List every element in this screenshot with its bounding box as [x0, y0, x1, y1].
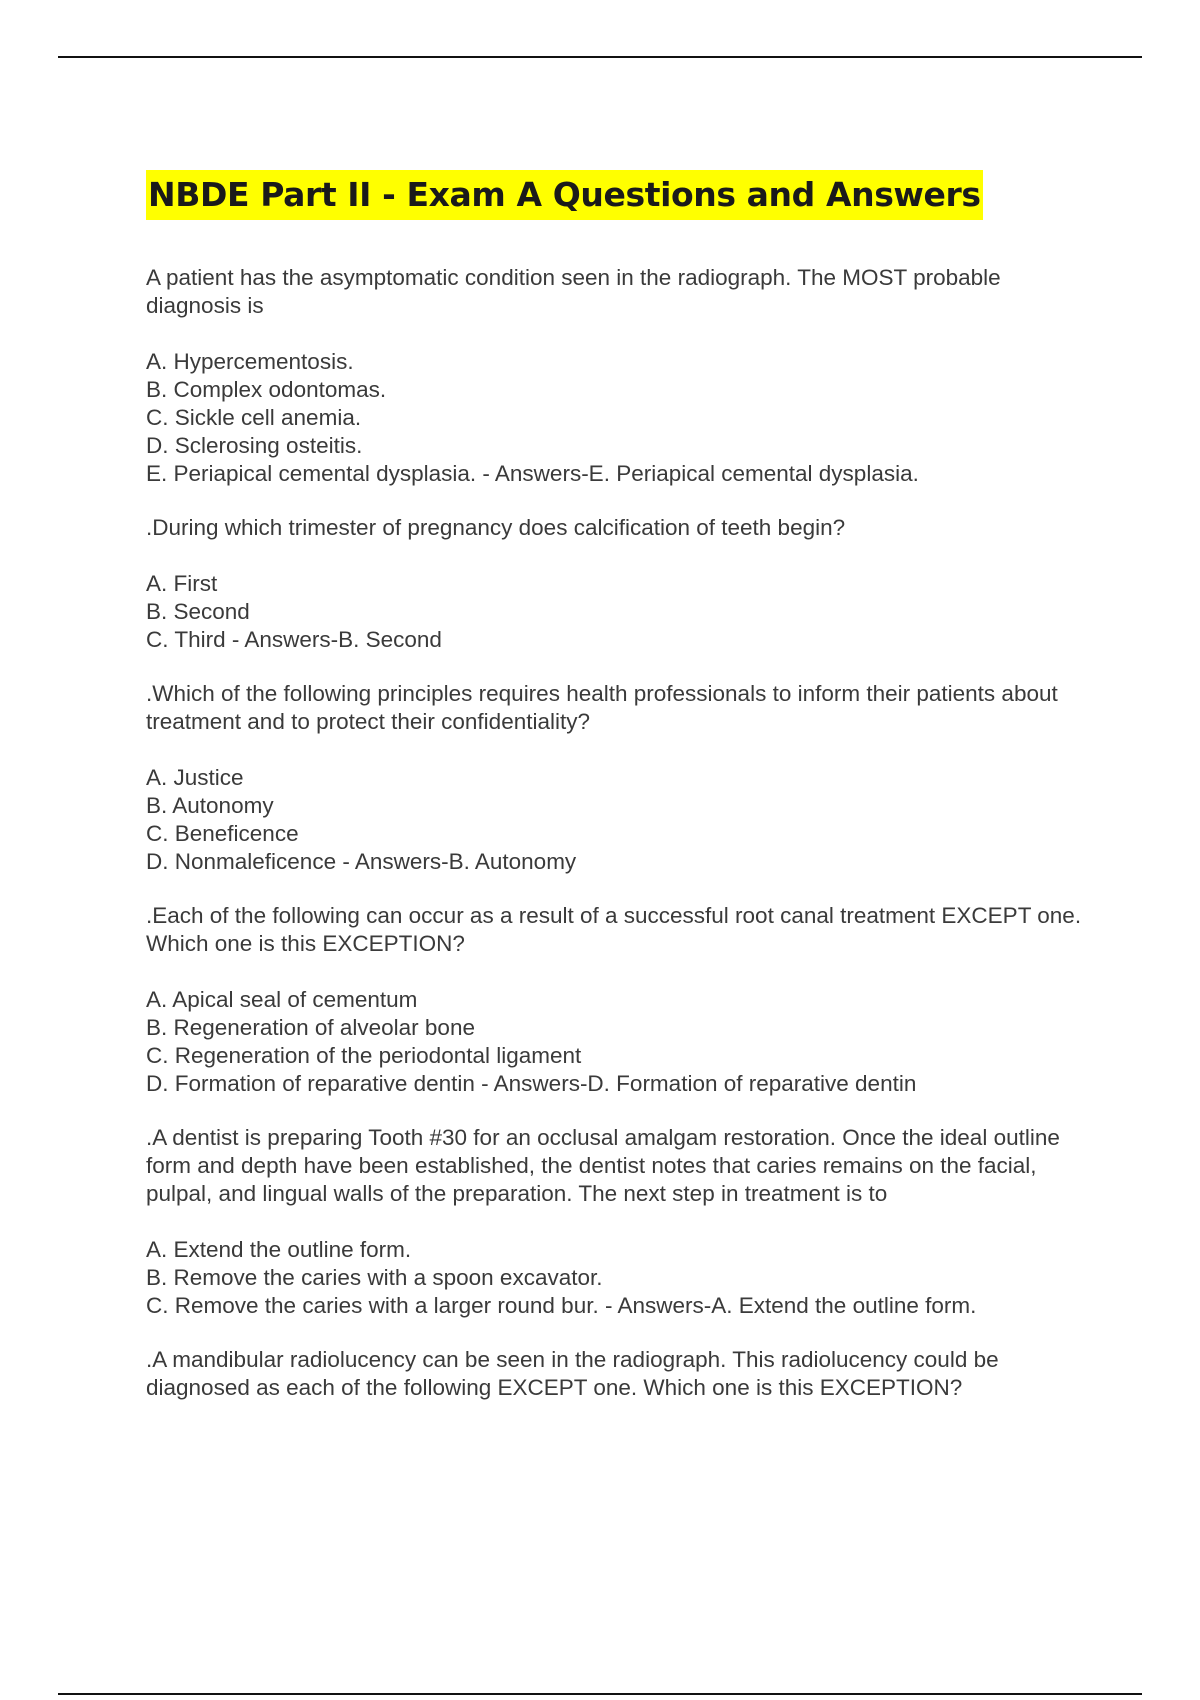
answer-option: A. First	[146, 571, 218, 596]
answer-option: C. Beneficence	[146, 821, 299, 846]
answer-option: B. Remove the caries with a spoon excavator.	[146, 1265, 603, 1290]
question-block-3	[146, 680, 1096, 876]
answer-option: E. Periapical cemental dysplasia. - Answers-E. Periapical cemental dysplasia.	[146, 461, 919, 486]
answer-option: B. Second	[146, 599, 250, 624]
answer-options	[146, 986, 1096, 1098]
answer-option: A. Justice	[146, 765, 244, 790]
answer-option: D. Sclerosing osteitis.	[146, 433, 363, 458]
header-rule	[58, 56, 1142, 58]
answer-option: B. Regeneration of alveolar bone	[146, 1015, 475, 1040]
question-text: .Each of the following can occur as a result of a successful root canal treatment EXCEPT one. Which one is this EXCEPTION?	[146, 903, 1082, 956]
answer-option: C. Sickle cell anemia.	[146, 405, 362, 430]
answer-option: B. Complex odontomas.	[146, 377, 387, 402]
footer-rule	[58, 1693, 1142, 1695]
question-block-1	[146, 264, 1096, 488]
answer-option: A. Extend the outline form.	[146, 1237, 412, 1262]
answer-option: A. Apical seal of cementum	[146, 987, 418, 1012]
answer-option: D. Nonmaleficence - Answers-B. Autonomy	[146, 849, 577, 874]
answer-option: D. Formation of reparative dentin - Answers-D. Formation of reparative dentin	[146, 1071, 917, 1096]
answer-option: C. Regeneration of the periodontal ligament	[146, 1043, 582, 1068]
answer-option: B. Autonomy	[146, 793, 274, 818]
answer-option: C. Remove the caries with a larger round bur. - Answers-A. Extend the outline form.	[146, 1293, 977, 1318]
answer-options	[146, 348, 1096, 488]
document-title: NBDE Part II - Exam A Questions and Answers	[146, 170, 983, 220]
question-text: .A mandibular radiolucency can be seen in the radiograph. This radiolucency could be diagnosed as each of the following EXCEPT one. Which one is this EXCEPTION?	[146, 1347, 999, 1400]
question-block-5	[146, 1124, 1096, 1320]
answer-options	[146, 1236, 1096, 1320]
document-body	[146, 170, 1096, 1430]
question-text: A patient has the asymptomatic condition seen in the radiograph. The MOST probable diagnosis is	[146, 265, 1001, 318]
answer-option: C. Third - Answers-B. Second	[146, 627, 442, 652]
answer-options	[146, 764, 1096, 876]
answer-option: A. Hypercementosis.	[146, 349, 354, 374]
question-block-4	[146, 902, 1096, 1098]
question-text: .During which trimester of pregnancy does calcification of teeth begin?	[146, 515, 846, 540]
question-text: .Which of the following principles requires health professionals to inform their patients about treatment and to protect their confidentiality?	[146, 681, 1058, 734]
question-block-6	[146, 1346, 1096, 1402]
question-block-2	[146, 514, 1096, 654]
question-text: .A dentist is preparing Tooth #30 for an occlusal amalgam restoration. Once the ideal outline form and depth have been established, the dentist notes that caries remains on the facial, pulpal, and lingual walls of the preparation. The next step in treatment is to	[146, 1125, 1060, 1206]
answer-options	[146, 570, 1096, 654]
